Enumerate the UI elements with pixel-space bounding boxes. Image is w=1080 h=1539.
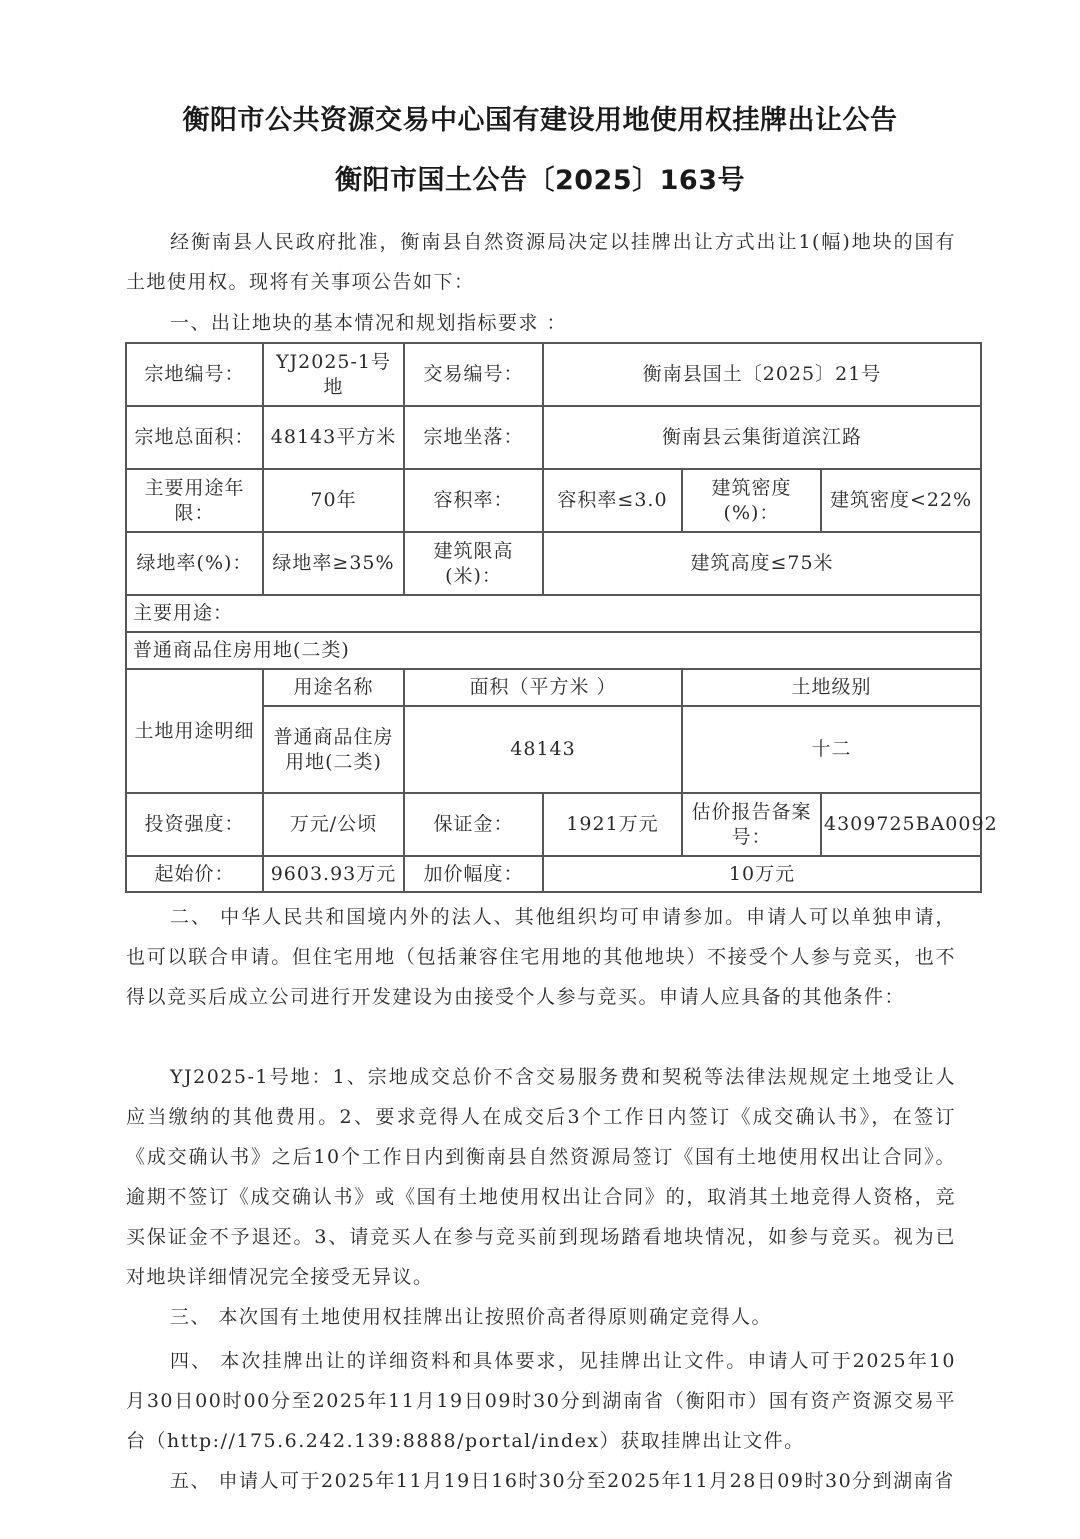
section-2-conditions: YJ2025-1号地：1、宗地成交总价不含交易服务费和契税等法律法规规定土地受让人应当缴纳的其他费用。2、要求竞得人在成交后3个工作日内签订《成交确认书》，在签订《成交确认书》之后10个工作日内到衡南县自然资源局签订《国有土地使用权出让合同》。逾期不签订《成交确认书》或《国有土地使用权出让合同》的，取消其土地竞得人资格，竞买保证金不予退还。3、请竞买人在参与竞买前到现场踏看地块情况，如参与竞买。视为已对地块详细情况完全接受无异议。 <box>126 1066 956 1288</box>
table-row <box>126 856 981 892</box>
appraisal-record-value: 4309725BA0092 <box>821 793 981 856</box>
table-row <box>126 469 981 532</box>
main-use-label: 主要用途： <box>126 595 981 632</box>
table-row <box>126 595 981 632</box>
location-label: 宗地坐落： <box>404 406 543 469</box>
deposit-value: 1921万元 <box>543 793 682 856</box>
building-density-label: 建筑密度(%)： <box>682 469 821 532</box>
use-name-value: 普通商品住房用地(二类) <box>263 706 404 793</box>
section-2-paragraph: 二、 中华人民共和国境内外的法人、其他组织均可申请参加。申请人可以单独申请，也可以联合申请。但住宅用地（包括兼容住宅用地的其他地块）不接受个人参与竞买，也不得以竞买后成立公司进行开发建设为由接受个人参与竞买。申请人应具备的其他条件： <box>126 906 956 1008</box>
document-number: 衡阳市国土公告〔2025〕163号 <box>334 165 745 196</box>
bid-increment-value: 10万元 <box>543 856 981 892</box>
total-area-label: 宗地总面积： <box>126 406 263 469</box>
height-limit-value: 建筑高度≤75米 <box>543 532 981 595</box>
total-area-value: 48143平方米 <box>263 406 404 469</box>
table-row <box>126 406 981 469</box>
deposit-label: 保证金： <box>404 793 543 856</box>
use-name-header: 用途名称 <box>263 669 404 706</box>
starting-price-label: 起始价： <box>126 856 263 892</box>
parcel-number-value: YJ2025-1号地 <box>263 343 404 406</box>
section-1-heading: 一、出让地块的基本情况和规划指标要求 ： <box>170 312 568 334</box>
use-detail-label: 土地用途明细 <box>126 669 263 793</box>
land-parcel-table <box>125 342 998 893</box>
table-row <box>126 632 981 669</box>
investment-intensity-value: 万元/公顷 <box>263 793 404 856</box>
intro-paragraph: 经衡南县人民政府批准，衡南县自然资源局决定以挂牌出让方式出让1(幅)地块的国有土地使用权。现将有关事项公告如下： <box>126 231 956 293</box>
land-grade-value: 十二 <box>682 706 981 793</box>
trade-number-value: 衡南县国土〔2025〕21号 <box>543 343 981 406</box>
investment-intensity-label: 投资强度： <box>126 793 263 856</box>
section-4-paragraph: 四、 本次挂牌出让的详细资料和具体要求，见挂牌出让文件。申请人可于2025年10月30日00时00分至2025年11月19日09时30分到湖南省（衡阳市）国有资产资源交易平台（http://175.6.242.139:8888/portal/index）获取挂牌出让文件。 <box>126 1350 956 1452</box>
height-limit-label: 建筑限高(米)： <box>404 532 543 595</box>
table-row <box>126 343 981 406</box>
main-use-value: 普通商品住房用地(二类) <box>126 632 981 669</box>
table-row <box>126 669 981 706</box>
table-row <box>126 793 981 856</box>
table-row <box>126 532 981 595</box>
green-ratio-label: 绿地率(%)： <box>126 532 263 595</box>
green-ratio-value: 绿地率≥35% <box>263 532 404 595</box>
starting-price-value: 9603.93万元 <box>263 856 404 892</box>
use-term-label: 主要用途年限： <box>126 469 263 532</box>
location-value: 衡南县云集街道滨江路 <box>543 406 981 469</box>
use-term-value: 70年 <box>263 469 404 532</box>
bid-increment-label: 加价幅度： <box>404 856 543 892</box>
use-area-value: 48143 <box>404 706 682 793</box>
building-density-value: 建筑密度<22% <box>821 469 981 532</box>
parcel-number-label: 宗地编号： <box>126 343 263 406</box>
floor-area-ratio-label: 容积率： <box>404 469 543 532</box>
use-area-header: 面积（平方米 ） <box>404 669 682 706</box>
appraisal-record-label: 估价报告备案号： <box>682 793 821 856</box>
section-5-paragraph: 五、 申请人可于2025年11月19日16时30分至2025年11月28日09时30分到湖南省 <box>170 1470 955 1492</box>
land-grade-header: 土地级别 <box>682 669 981 706</box>
trade-number-label: 交易编号： <box>404 343 543 406</box>
section-3-paragraph: 三、 本次国有土地使用权挂牌出让按照价高者得原则确定竞得人。 <box>170 1306 773 1328</box>
floor-area-ratio-value: 容积率≤3.0 <box>543 469 682 532</box>
document-title: 衡阳市公共资源交易中心国有建设用地使用权挂牌出让公告 <box>182 105 898 136</box>
